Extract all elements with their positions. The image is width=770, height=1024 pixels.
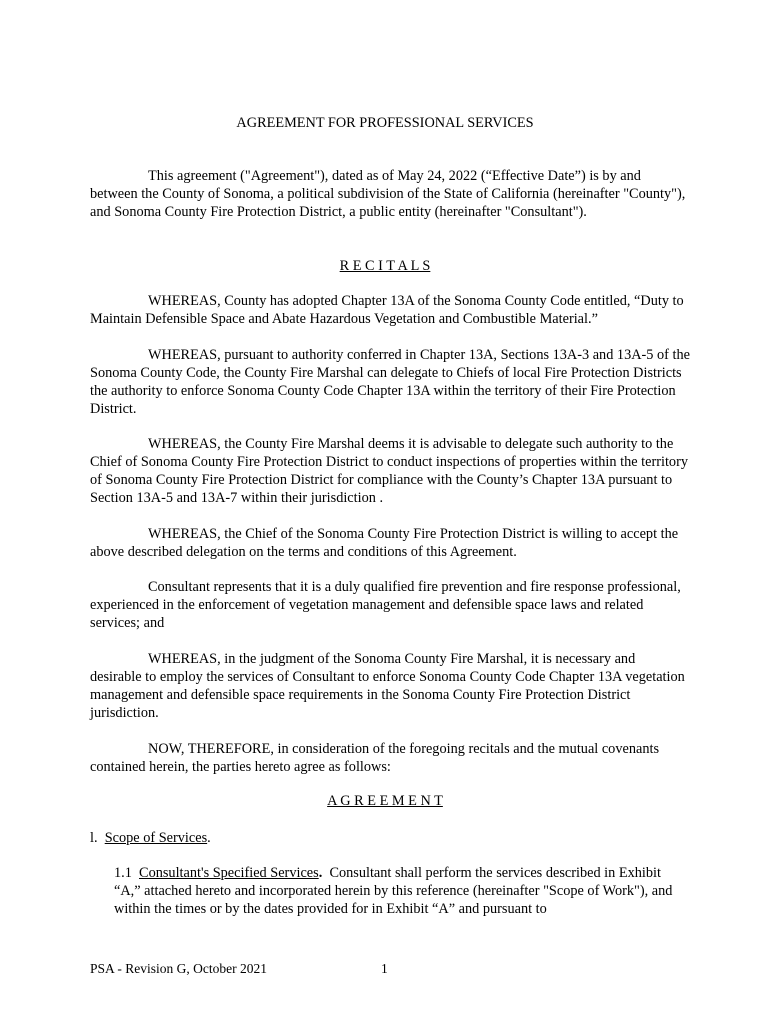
recital-paragraph xyxy=(90,292,690,328)
clause-text: Consultant shall perform the services described in Exhibit “A,” attached hereto and incorporated herein by this reference (hereinafter "Scope of Work"), and within the times or by the dates provided for in Exhibit “A” and pursuant to xyxy=(114,865,673,917)
document-title: AGREEMENT FOR PROFESSIONAL SERVICES xyxy=(236,115,534,131)
recital-paragraph xyxy=(90,740,690,776)
agreement-heading xyxy=(0,793,770,810)
footer-revision: PSA - Revision G, October 2021 xyxy=(90,961,267,976)
recital-paragraph xyxy=(90,650,690,722)
recital-paragraph xyxy=(90,525,690,561)
clause-number: 1.1 xyxy=(114,865,132,881)
intro-paragraph xyxy=(90,167,690,221)
recital-text: WHEREAS, County has adopted Chapter 13A of the Sonoma County Code entitled, “Duty to Maintain Defensible Space and Abate Hazardous Vegetation and Combustible Material.” xyxy=(90,293,684,327)
agreement-heading-text: A G R E E M E N T xyxy=(327,793,443,809)
section-title-period: . xyxy=(207,830,211,846)
recital-paragraph xyxy=(90,578,690,632)
clause-title-period: . xyxy=(318,865,323,881)
recital-paragraph xyxy=(90,435,690,507)
recital-text: WHEREAS, pursuant to authority conferred in Chapter 13A, Sections 13A-3 and 13A-5 of the Sonoma County Code, the County Fire Marshal can delegate to Chiefs of local Fire Protection Districts the authority to enforce Sonoma County Code Chapter 13A within the territory of their Fire Protection District. xyxy=(90,347,690,417)
recital-text: WHEREAS, the County Fire Marshal deems it is advisable to delegate such authority to the Chief of Sonoma County Fire Protection District to conduct inspections of properties within the territory of Sonoma County Fire Protection District for compliance with the County’s Chapter 13A pursuant to Section 13A-5 and 13A-7 within their jurisdiction . xyxy=(90,436,688,506)
recital-text: Consultant represents that it is a duly qualified fire prevention and fire response professional, experienced in the enforcement of vegetation management and defensible space laws and related services; and xyxy=(90,579,681,631)
section-title: Scope of Services xyxy=(104,830,208,846)
clause-1-1 xyxy=(114,864,690,918)
page-number: 1 xyxy=(381,961,388,976)
recital-text: WHEREAS, in the judgment of the Sonoma County Fire Marshal, it is necessary and desirable to employ the services of Consultant to enforce Sonoma County Code Chapter 13A vegetation management and defensible space requirements in the Sonoma County Fire Protection District jurisdiction. xyxy=(90,651,685,721)
section-number: l. xyxy=(90,830,98,846)
recital-text: NOW, THEREFORE, in consideration of the foregoing recitals and the mutual covenants contained herein, the parties hereto agree as follows: xyxy=(90,741,660,775)
recitals-heading xyxy=(0,258,770,275)
recitals-heading-text: R E C I T A L S xyxy=(339,258,431,274)
section-1-heading xyxy=(90,829,690,847)
clause-title: Consultant's Specified Services xyxy=(139,865,319,881)
recital-paragraph xyxy=(90,346,690,418)
intro-text: This agreement ("Agreement"), dated as of May 24, 2022 (“Effective Date”) is by and between the County of Sonoma, a political subdivision of the State of California (hereinafter "County"), and Sonoma County Fire Protection District, a public entity (hereinafter "Consultant"). xyxy=(90,168,686,220)
recital-text: WHEREAS, the Chief of the Sonoma County Fire Protection District is willing to accept the above described delegation on the terms and conditions of this Agreement. xyxy=(90,526,679,560)
